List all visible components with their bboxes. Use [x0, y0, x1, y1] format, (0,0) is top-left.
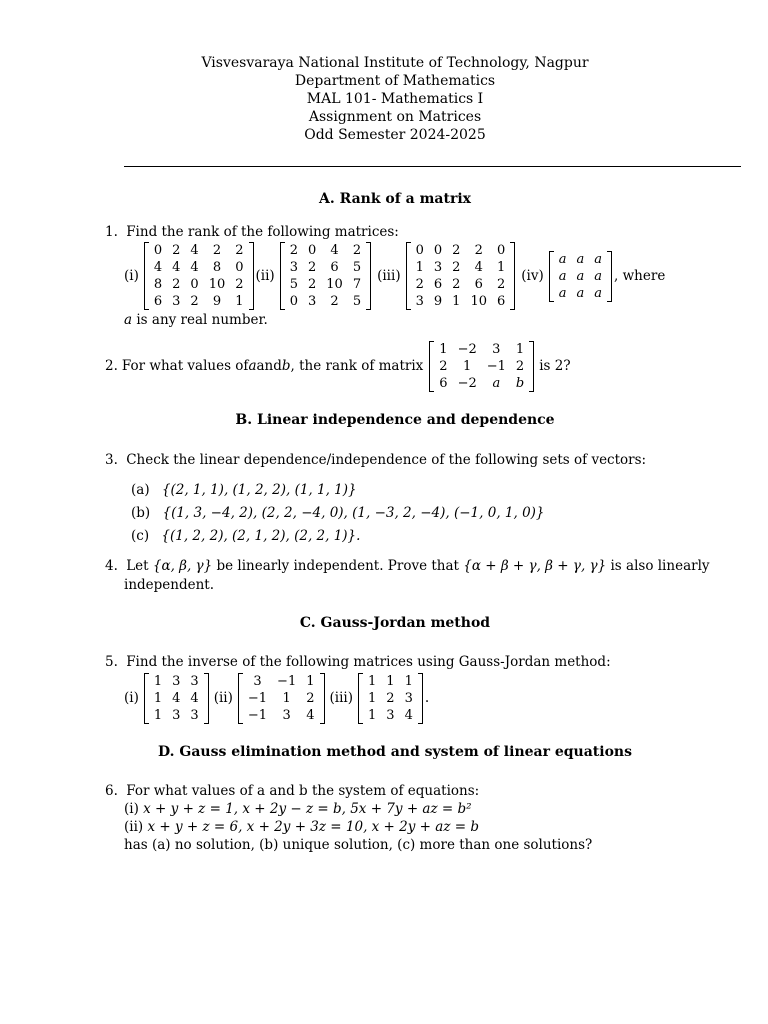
matrix-cell: 9: [212, 294, 222, 309]
matrix-cell: 8: [212, 260, 222, 275]
matrix-row: [363, 673, 418, 690]
question-1-text: Find the rank of the following matrices:: [126, 224, 399, 240]
right-bracket: [204, 673, 209, 724]
matrix-row: [243, 673, 320, 690]
matrix-cell: 10: [470, 294, 487, 309]
q6-line3: x + y + z = 6, x + 2y + 3z = 10, x + 2y + az = b: [147, 819, 479, 835]
q1-matrix-iii: [406, 242, 516, 310]
matrix-row: [285, 259, 366, 276]
matrix-cell: 1: [153, 707, 163, 723]
right-bracket: [510, 242, 515, 310]
right-bracket: [320, 673, 325, 724]
matrix-cell: 3: [307, 294, 317, 309]
matrix-cell: 2: [307, 277, 317, 292]
q5-matrix-iii-table: [363, 673, 418, 724]
matrix-cell: a: [594, 268, 603, 284]
matrix-cell: 6: [439, 375, 448, 391]
matrix-cell: 1: [496, 260, 506, 275]
q3-item-c-text: {(1, 2, 2), (2, 1, 2), (2, 2, 1)}.: [161, 528, 361, 544]
matrix-cell: a: [576, 251, 585, 267]
q1-label-ii: (ii): [255, 268, 275, 284]
matrix-cell: 6: [474, 277, 483, 292]
matrix-row: [243, 707, 320, 724]
matrix-cell: 4: [404, 707, 413, 723]
matrix-row: [434, 341, 529, 358]
q2-var-b: b: [281, 358, 291, 374]
course-name: MAL 101- Mathematics I: [306, 91, 484, 107]
q1-matrix-i-table: [149, 242, 249, 310]
matrix-cell: −1: [247, 690, 268, 706]
matrix-cell: 2: [212, 243, 222, 258]
matrix-row: [554, 285, 607, 302]
matrix-cell: 8: [153, 277, 163, 292]
matrix-cell: 1: [282, 690, 291, 706]
matrix-cell: −1: [247, 707, 268, 723]
institute-name: Visvesvaraya National Institute of Technology, Nagpur: [201, 55, 589, 71]
document-header: [0, 54, 768, 144]
matrix-cell: 1: [235, 294, 244, 309]
q1-where: , where: [614, 268, 666, 284]
matrix-cell: 2: [474, 243, 483, 258]
right-bracket: [607, 251, 612, 302]
matrix-row: [363, 707, 418, 724]
question-2-number: 2.: [105, 358, 118, 374]
q5-end: .: [424, 690, 430, 706]
q2-text-post: , the rank of matrix: [290, 358, 424, 374]
question-2: [105, 338, 571, 394]
matrix-row: [411, 259, 511, 276]
q3-item-c: [131, 528, 360, 544]
matrix-row: [363, 690, 418, 707]
department-name: Department of Mathematics: [294, 73, 496, 89]
matrix-cell: a: [576, 268, 585, 284]
matrix-row: [411, 242, 511, 259]
q2-matrix: [429, 341, 534, 392]
q6-line4: has (a) no solution, (b) unique solution, (c) more than one solutions?: [124, 837, 593, 853]
matrix-cell: 3: [172, 707, 181, 723]
q5-label-i: (i): [124, 690, 139, 706]
q4-line1-mid: be linearly independent. Prove that: [212, 558, 464, 574]
section-a-title: A. Rank of a matrix: [319, 191, 471, 207]
q4-set2: {α + β + γ, β + γ, γ}: [463, 558, 607, 574]
matrix-cell: 10: [326, 277, 343, 292]
q5-matrix-i: [144, 673, 209, 724]
q1-note-var: a: [124, 312, 133, 328]
matrix-row: [149, 673, 204, 690]
assignment-title: Assignment on Matrices: [308, 109, 482, 125]
matrix-cell: 3: [404, 690, 413, 706]
matrix-row: [149, 259, 249, 276]
q1-label-i: (i): [124, 268, 139, 284]
matrix-cell: 2: [330, 294, 339, 309]
question-1: [105, 224, 399, 240]
matrix-cell: 0: [496, 243, 506, 258]
question-3-text: Check the linear dependence/independence of the following sets of vectors:: [126, 452, 647, 468]
matrix-cell: b: [515, 375, 525, 391]
matrix-row: [434, 358, 529, 375]
matrix-cell: 6: [153, 294, 163, 309]
q6-line2-row: [124, 801, 472, 817]
matrix-cell: 2: [386, 690, 395, 706]
question-1-number: 1.: [105, 224, 118, 240]
matrix-cell: a: [558, 285, 567, 301]
matrix-cell: −1: [277, 673, 297, 689]
matrix-cell: 6: [496, 294, 506, 309]
matrix-cell: 3: [386, 707, 395, 723]
section-d-title: D. Gauss elimination method and system of linear equations: [158, 744, 632, 760]
matrix-cell: 4: [190, 690, 199, 706]
matrix-cell: 5: [352, 294, 362, 309]
q5-label-ii: (ii): [213, 690, 233, 706]
matrix-cell: 2: [307, 260, 317, 275]
q1-matrix-ii-table: [285, 242, 366, 310]
matrix-cell: 3: [433, 260, 443, 275]
matrix-cell: 3: [289, 260, 298, 275]
matrix-cell: 1: [306, 673, 315, 689]
matrix-cell: 10: [208, 277, 226, 292]
matrix-cell: 2: [439, 358, 448, 374]
q2-text-pre: For what values of: [121, 358, 249, 374]
right-bracket: [418, 673, 423, 724]
matrix-cell: 1: [515, 341, 525, 357]
question-6-number: 6.: [105, 783, 118, 799]
q5-matrix-iii: [358, 673, 423, 724]
matrix-cell: 1: [368, 690, 377, 706]
question-1-matrices: [124, 240, 665, 312]
matrix-cell: 4: [172, 690, 181, 706]
matrix-cell: −2: [457, 375, 477, 391]
matrix-cell: −2: [457, 341, 477, 357]
matrix-cell: 7: [352, 277, 362, 292]
matrix-cell: 1: [463, 358, 472, 374]
matrix-row: [411, 293, 511, 310]
matrix-cell: a: [594, 285, 603, 301]
matrix-row: [285, 293, 366, 310]
matrix-cell: 3: [172, 294, 181, 309]
matrix-cell: 4: [172, 260, 181, 275]
right-bracket: [366, 242, 371, 310]
q2-var-a: a: [248, 358, 257, 374]
matrix-cell: 2: [172, 277, 181, 292]
section-b-title: B. Linear independence and dependence: [235, 412, 555, 428]
matrix-row: [149, 707, 204, 724]
matrix-cell: 0: [433, 243, 443, 258]
matrix-cell: 0: [235, 260, 244, 275]
q4-line2: independent.: [124, 577, 215, 593]
q4-set1: {α, β, γ}: [152, 558, 213, 574]
matrix-cell: 9: [433, 294, 443, 309]
matrix-cell: a: [558, 251, 567, 267]
q5-matrix-ii-table: [243, 673, 320, 724]
matrix-cell: 1: [415, 260, 424, 275]
matrix-cell: 2: [496, 277, 506, 292]
q2-and: and: [256, 358, 282, 374]
matrix-cell: 2: [172, 243, 181, 258]
matrix-cell: 2: [452, 243, 461, 258]
matrix-cell: 4: [190, 243, 199, 258]
matrix-cell: 0: [190, 277, 199, 292]
right-bracket: [529, 341, 534, 392]
q6-line3-row: [124, 819, 479, 835]
q2-matrix-table: [434, 341, 529, 392]
matrix-cell: 2: [289, 243, 298, 258]
matrix-cell: 1: [404, 673, 413, 689]
matrix-cell: 3: [282, 707, 291, 723]
q5-label-iii: (iii): [329, 690, 353, 706]
question-5-matrices: [124, 671, 429, 725]
q6-line2: x + y + z = 1, x + 2y − z = b, 5x + 7y + az = b²: [143, 801, 472, 817]
matrix-cell: 1: [439, 341, 448, 357]
q1-matrix-iv-table: [554, 251, 607, 302]
matrix-cell: 0: [415, 243, 424, 258]
matrix-cell: a: [576, 285, 585, 301]
section-c-title: C. Gauss-Jordan method: [299, 615, 491, 631]
matrix-row: [285, 242, 366, 259]
q1-matrix-iv: [549, 251, 612, 302]
matrix-row: [149, 293, 249, 310]
matrix-cell: 4: [306, 707, 315, 723]
matrix-cell: 2: [352, 243, 362, 258]
q5-matrix-i-table: [149, 673, 204, 724]
question-3-number: 3.: [105, 452, 118, 468]
question-3: [105, 452, 646, 468]
q4-line1-pre: Let: [126, 558, 153, 574]
matrix-cell: 2: [515, 358, 525, 374]
q2-end: is 2?: [539, 358, 571, 374]
q5-matrix-ii: [238, 673, 325, 724]
q1-matrix-i: [144, 242, 254, 310]
q3-item-b: [131, 505, 545, 521]
q1-note-text: is any real number.: [132, 312, 268, 328]
question-4: [105, 558, 710, 574]
q6-line3-label: (ii): [124, 819, 144, 835]
matrix-cell: 0: [289, 294, 298, 309]
matrix-row: [411, 276, 511, 293]
q1-label-iii: (iii): [377, 268, 401, 284]
q3-item-a-label: (a): [131, 482, 150, 498]
matrix-row: [285, 276, 366, 293]
q1-label-iv: (iv): [521, 268, 544, 284]
matrix-cell: 1: [368, 673, 377, 689]
matrix-cell: −1: [486, 358, 506, 374]
matrix-cell: 1: [386, 673, 395, 689]
q3-item-b-label: (b): [131, 505, 151, 521]
matrix-cell: 2: [306, 690, 315, 706]
question-4-number: 4.: [105, 558, 118, 574]
matrix-cell: 2: [452, 277, 461, 292]
matrix-cell: a: [594, 251, 603, 267]
matrix-row: [149, 690, 204, 707]
header-divider: [124, 166, 741, 167]
matrix-cell: 4: [153, 260, 163, 275]
matrix-cell: 4: [190, 260, 199, 275]
question-5-number: 5.: [105, 654, 118, 670]
matrix-row: [243, 690, 320, 707]
q6-line1: For what values of a and b the system of equations:: [126, 783, 480, 799]
q4-line1-post: is also linearly: [606, 558, 710, 574]
matrix-cell: 3: [190, 707, 199, 723]
matrix-cell: 6: [433, 277, 443, 292]
matrix-cell: 3: [253, 673, 262, 689]
matrix-cell: 6: [330, 260, 339, 275]
matrix-row: [554, 251, 607, 268]
matrix-cell: 2: [235, 243, 244, 258]
matrix-row: [149, 242, 249, 259]
matrix-cell: 2: [190, 294, 199, 309]
matrix-row: [434, 375, 529, 392]
matrix-cell: 4: [330, 243, 339, 258]
matrix-cell: 5: [289, 277, 298, 292]
right-bracket: [249, 242, 254, 310]
matrix-cell: 5: [352, 260, 362, 275]
q3-item-a-text: {(2, 1, 1), (1, 2, 2), (1, 1, 1)}: [161, 482, 357, 498]
question-6: [105, 783, 479, 799]
q3-item-b-text: {(1, 3, −4, 2), (2, 2, −4, 0), (1, −3, 2, −4), (−1, 0, 1, 0)}: [162, 505, 545, 521]
matrix-cell: 1: [368, 707, 377, 723]
matrix-cell: 1: [452, 294, 461, 309]
matrix-row: [554, 268, 607, 285]
question-1-note: [124, 312, 268, 328]
matrix-cell: 3: [190, 673, 199, 689]
matrix-cell: 2: [415, 277, 424, 292]
question-5-text: Find the inverse of the following matrices using Gauss-Jordan method:: [126, 654, 611, 670]
q6-line2-label: (i): [124, 801, 139, 817]
matrix-cell: 0: [153, 243, 163, 258]
q3-item-c-label: (c): [131, 528, 150, 544]
matrix-cell: 4: [474, 260, 483, 275]
matrix-cell: 3: [415, 294, 424, 309]
matrix-cell: 0: [307, 243, 317, 258]
semester-label: Odd Semester 2024-2025: [304, 127, 486, 143]
matrix-cell: 1: [153, 673, 163, 689]
matrix-row: [149, 276, 249, 293]
matrix-cell: a: [558, 268, 567, 284]
question-5: [105, 654, 611, 670]
q1-matrix-ii: [280, 242, 371, 310]
q3-item-a: [131, 482, 357, 498]
matrix-cell: 3: [492, 341, 501, 357]
q1-matrix-iii-table: [411, 242, 511, 310]
matrix-cell: a: [492, 375, 501, 391]
matrix-cell: 2: [452, 260, 461, 275]
matrix-cell: 1: [153, 690, 163, 706]
matrix-cell: 3: [172, 673, 181, 689]
matrix-cell: 2: [235, 277, 244, 292]
